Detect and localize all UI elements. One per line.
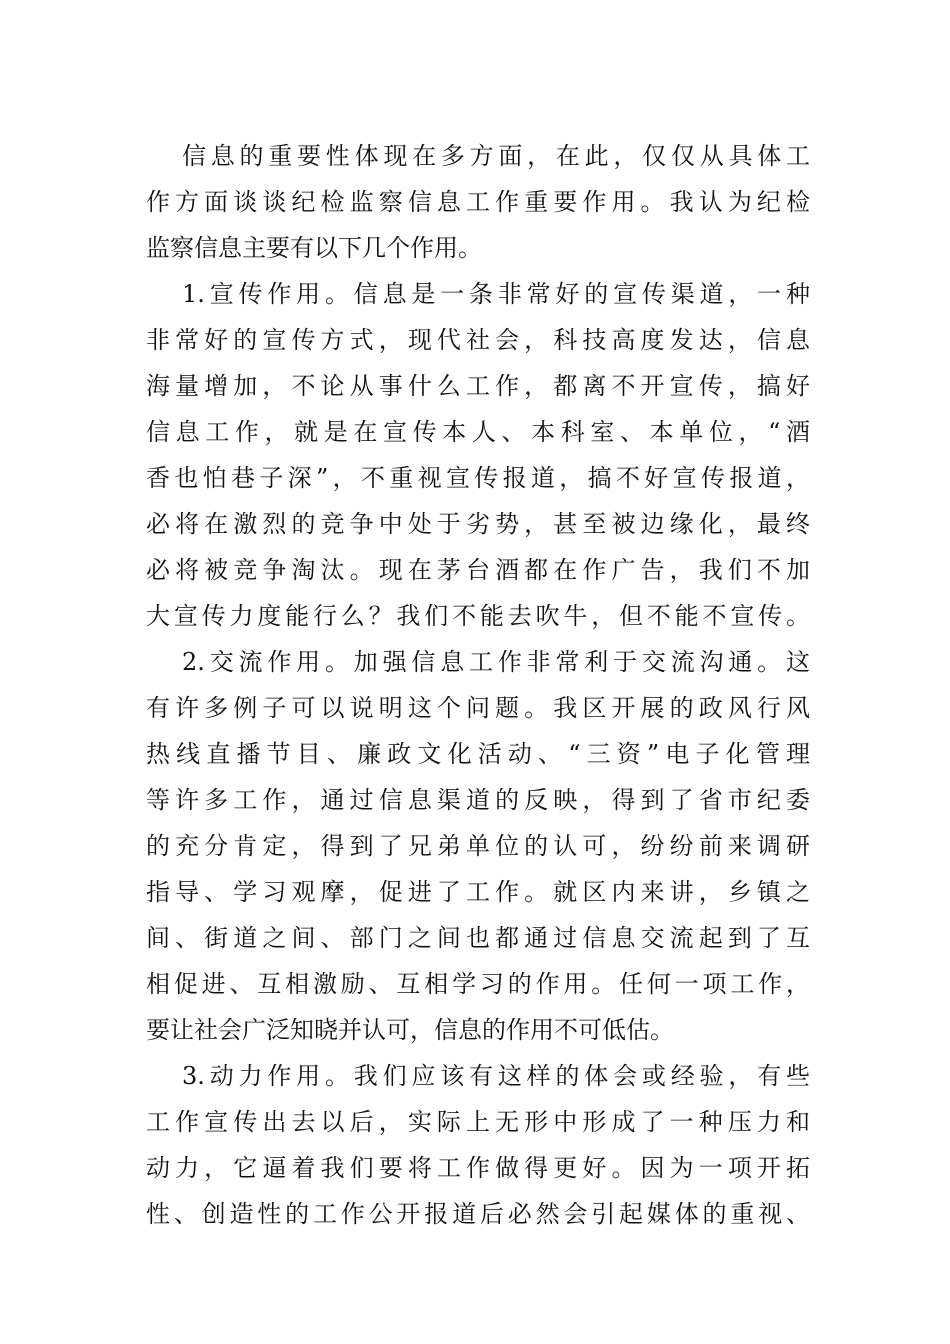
paragraph-item-2-line: 等许多工作，通过信息渠道的反映，得到了省市纪委 <box>146 786 810 814</box>
paragraph-item-3-line: 工作宣传出去以后，实际上无形中形成了一种压力和 <box>146 1108 810 1136</box>
paragraph-item-3-line: 性、创造性的工作公开报道后必然会引起媒体的重视、 <box>146 1200 810 1228</box>
paragraph-item-2-line: 的充分肯定，得到了兄弟单位的认可，纷纷前来调研 <box>146 832 810 860</box>
paragraph-item-1-line: 必将被竞争淘汰。现在茅台酒都在作广告，我们不加 <box>146 556 810 584</box>
paragraph-item-2-line: 相促进、互相激励、互相学习的作用。任何一项工作， <box>146 970 810 998</box>
paragraph-intro-line: 作方面谈谈纪检监察信息工作重要作用。我认为纪检 <box>146 188 810 216</box>
paragraph-item-2-line: 要让社会广泛知晓并认可，信息的作用不可低估。 <box>146 1016 674 1044</box>
paragraph-item-1-line: 海量增加，不论从事什么工作，都离不开宣传，搞好 <box>146 372 810 400</box>
paragraph-item-2-line: 热线直播节目、廉政文化活动、“三资”电子化管理 <box>146 740 810 768</box>
paragraph-item-2-line: 指导、学习观摩，促进了工作。就区内来讲，乡镇之 <box>146 878 810 906</box>
paragraph-item-1-line: 非常好的宣传方式，现代社会，科技高度发达，信息 <box>146 326 810 354</box>
paragraph-item-2-line: 间、街道之间、部门之间也都通过信息交流起到了互 <box>146 924 810 952</box>
paragraph-item-3-line: 3.动力作用。我们应该有这样的体会或经验，有些 <box>182 1062 810 1090</box>
paragraph-item-1-line: 1.宣传作用。信息是一条非常好的宣传渠道，一种 <box>182 280 810 308</box>
paragraph-item-1-line: 香也怕巷子深”，不重视宣传报道，搞不好宣传报道， <box>146 464 810 492</box>
paragraph-item-1-line: 必将在激烈的竞争中处于劣势，甚至被边缘化，最终 <box>146 510 810 538</box>
paragraph-intro-line: 信息的重要性体现在多方面，在此，仅仅从具体工 <box>182 142 810 170</box>
paragraph-intro-line: 监察信息主要有以下几个作用。 <box>146 234 482 262</box>
paragraph-item-1-line: 大宣传力度能行么？我们不能去吹牛，但不能不宣传。 <box>146 602 810 630</box>
paragraph-item-3-line: 动力，它逼着我们要将工作做得更好。因为一项开拓 <box>146 1154 810 1182</box>
paragraph-item-2-line: 有许多例子可以说明这个问题。我区开展的政风行风 <box>146 694 810 722</box>
paragraph-item-2-line: 2.交流作用。加强信息工作非常利于交流沟通。这 <box>182 648 810 676</box>
paragraph-item-1-line: 信息工作，就是在宣传本人、本科室、本单位，“酒 <box>146 418 810 446</box>
